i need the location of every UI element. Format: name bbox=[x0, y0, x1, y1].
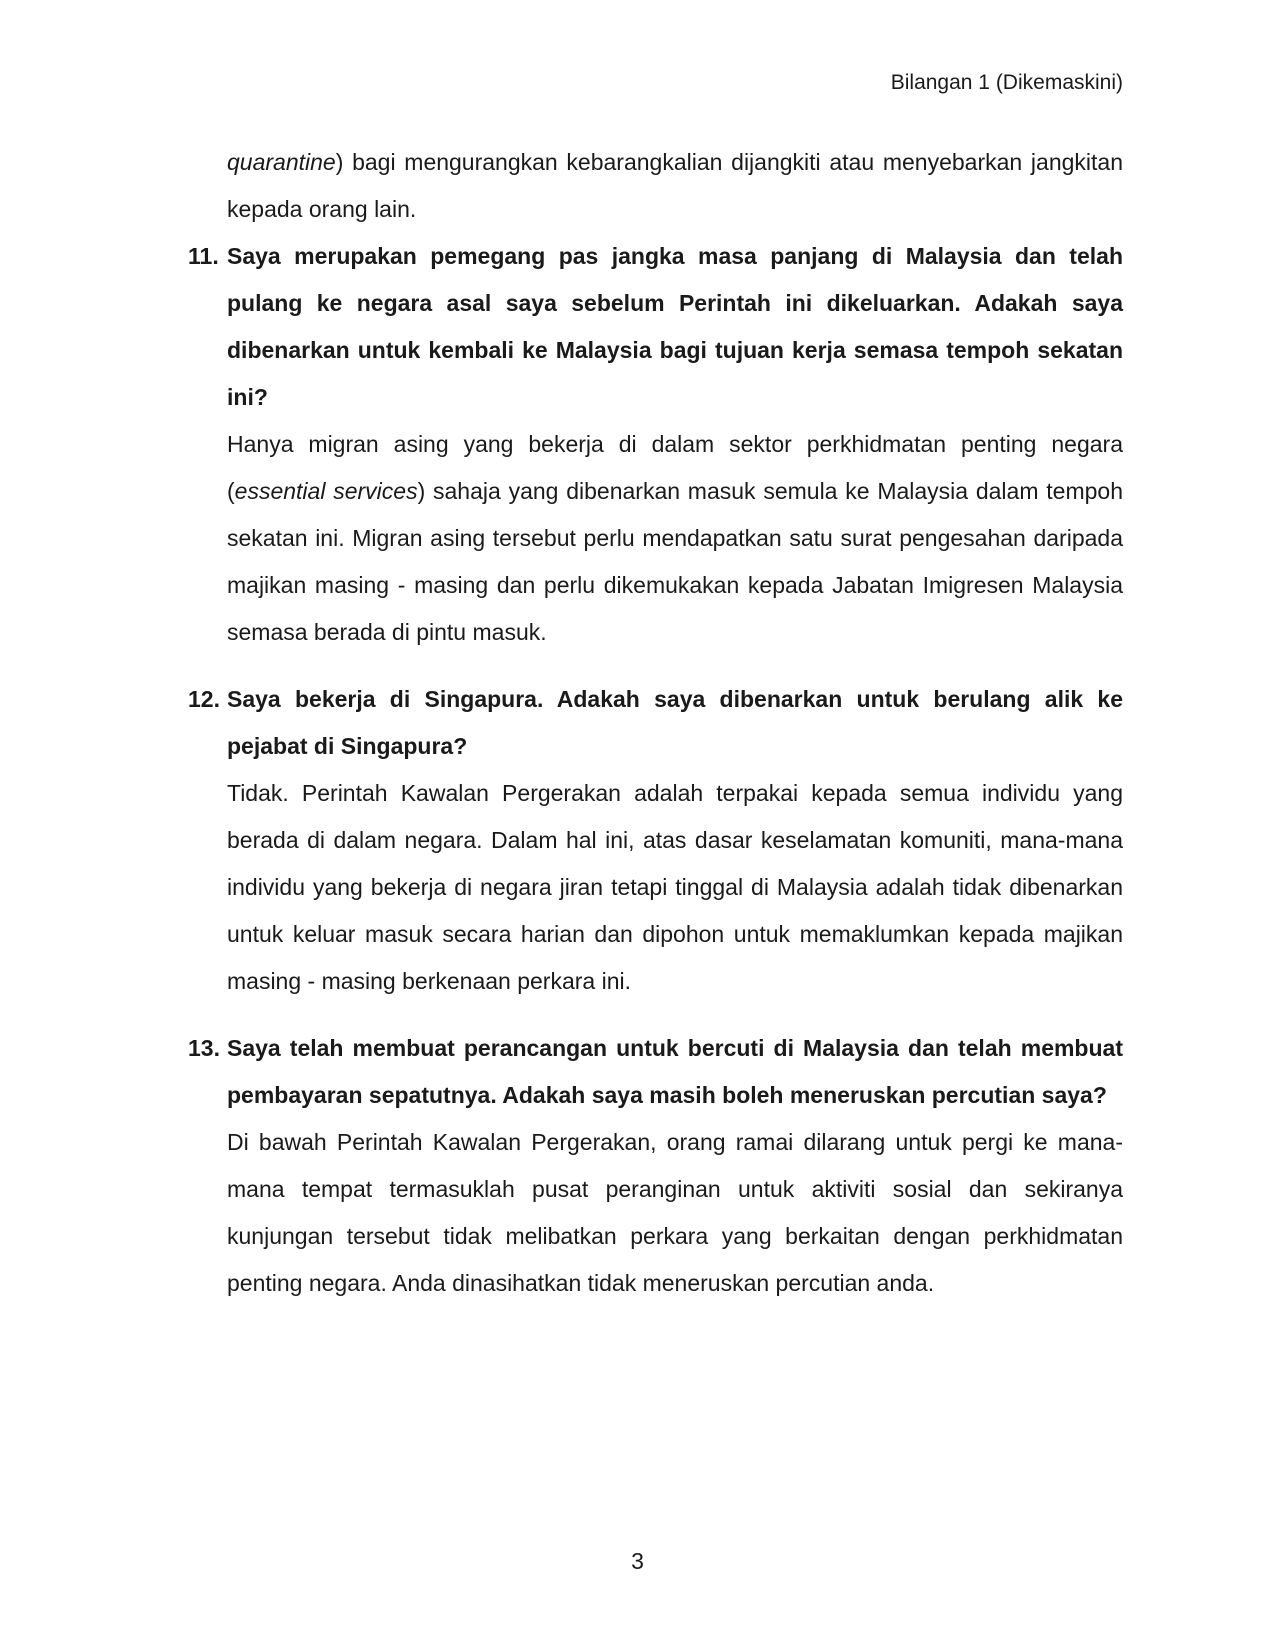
answer-text: Hanya migran asing yang bekerja di dalam sektor perkhidmatan penting negara ( bbox=[227, 431, 1123, 504]
italic-term: quarantine bbox=[227, 149, 336, 175]
continued-paragraph bbox=[227, 139, 1123, 233]
paragraph-text: ) bagi mengurangkan kebarangkalian dijangkiti atau menyebarkan jangkitan kepada orang lain. bbox=[227, 149, 1123, 222]
faq-item-11 bbox=[188, 233, 1123, 656]
list-number: 13. bbox=[188, 1035, 220, 1061]
answer-11 bbox=[227, 421, 1123, 656]
question-13 bbox=[188, 1025, 1123, 1119]
faq-item-13 bbox=[188, 1025, 1123, 1307]
question-11 bbox=[188, 233, 1123, 421]
question-12 bbox=[188, 676, 1123, 770]
answer-text: ) sahaja yang dibenarkan masuk semula ke Malaysia dalam tempoh sekatan ini. Migran asing tersebut perlu mendapatkan satu surat pengesahan daripada majikan masing - masing dan perlu dikemukakan kepada Jabatan Imigresen Malaysia semasa berada di pintu masuk. bbox=[227, 478, 1123, 645]
italic-term: essential services bbox=[234, 478, 418, 504]
answer-13 bbox=[227, 1119, 1123, 1307]
question-text: Saya merupakan pemegang pas jangka masa panjang di Malaysia dan telah pulang ke negara asal saya sebelum Perintah ini dikeluarkan. Adakah saya dibenarkan untuk kembali ke Malaysia bagi tujuan kerja semasa tempoh sekatan ini? bbox=[227, 243, 1123, 410]
document-revision-label: Bilangan 1 (Dikemaskini) bbox=[890, 71, 1123, 94]
answer-text: Tidak. Perintah Kawalan Pergerakan adalah terpakai kepada semua individu yang berada di dalam negara. Dalam hal ini, atas dasar keselamatan komuniti, mana-mana individu yang bekerja di negara jiran tetapi tinggal di Malaysia adalah tidak dibenarkan untuk keluar masuk secara harian dan dipohon untuk memaklumkan kepada majikan masing - masing berkenaan perkara ini. bbox=[227, 780, 1123, 994]
question-text: Saya bekerja di Singapura. Adakah saya dibenarkan untuk berulang alik ke pejabat di Singapura? bbox=[227, 686, 1123, 759]
answer-12 bbox=[227, 770, 1123, 1005]
list-number: 12. bbox=[188, 686, 220, 712]
faq-item-12 bbox=[188, 676, 1123, 1005]
question-text: Saya telah membuat perancangan untuk bercuti di Malaysia dan telah membuat pembayaran sepatutnya. Adakah saya masih boleh meneruskan percutian saya? bbox=[227, 1035, 1123, 1108]
page-number: 3 bbox=[631, 1548, 644, 1574]
answer-text: Di bawah Perintah Kawalan Pergerakan, orang ramai dilarang untuk pergi ke mana-mana tempat termasuklah pusat peranginan untuk aktiviti sosial dan sekiranya kunjungan tersebut tidak melibatkan perkara yang berkaitan dengan perkhidmatan penting negara. Anda dinasihatkan tidak meneruskan percutian anda. bbox=[227, 1129, 1123, 1296]
document-body bbox=[188, 139, 1123, 1327]
list-number: 11. bbox=[188, 243, 219, 269]
